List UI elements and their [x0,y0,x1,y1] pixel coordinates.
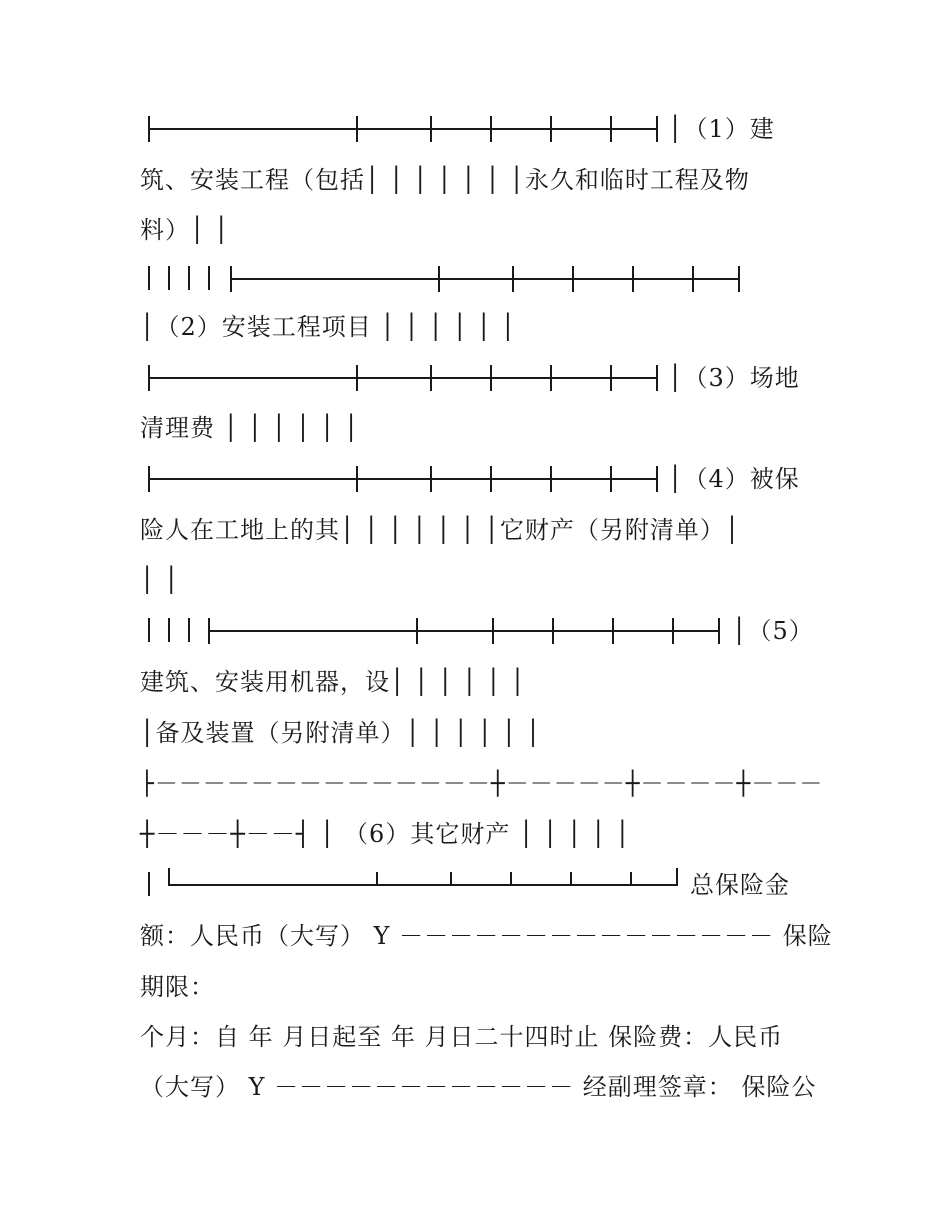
form-line-9: │ │ [140,566,180,594]
form-line-12: │备及装置（另附清单）│ │ │ │ │ │ [140,719,542,747]
table-rule-row-1 [148,116,658,142]
form-line-7: │（4）被保 [668,465,800,493]
form-line-1: │（1）建 [668,115,775,143]
form-line-11: 建筑、安装用机器，设│ │ │ │ │ │ [140,668,526,696]
table-bottom-rule [168,868,680,888]
form-line-5: │（3）场地 [668,364,800,392]
form-line-15: 总保险金 [690,871,790,899]
form-line-18: 个月：自 年 月日起至 年 月日二十四时止 保险费：人民币 [140,1023,784,1051]
form-line-4: │（2）安装工程项目 │ │ │ │ │ │ [140,313,517,341]
form-line-16: 额：人民币（大写） Y －－－－－－－－－－－－－－－ 保险 [140,922,833,950]
form-line-10: │（5） [732,617,814,645]
table-pipes-row-4 [148,266,228,292]
form-line-8: 险人在工地上的其│ │ │ │ │ │ │它财产（另附清单）│ [140,516,741,544]
form-line-17: 期限： [140,973,215,1001]
form-line-2: 筑、安装工程（包括│ │ │ │ │ │ │永久和临时工程及物 [140,166,750,194]
form-line-6: 清理费 │ │ │ │ │ │ [140,414,360,442]
table-rule-row-8 [148,466,658,492]
table-rule-row-10 [208,618,720,644]
table-rule-row-6 [148,365,658,391]
table-pipes-row-15 [148,872,158,898]
form-line-19: （大写） Y －－－－－－－－－－－－ 经副理签章： 保险公 [140,1073,817,1101]
form-line-14: ┼－－－┼－－┤ │ （6）其它财产 │ │ │ │ │ [140,820,631,848]
table-pipes-row-10 [148,618,208,644]
form-line-3: 料）│ │ [140,216,230,244]
form-line-13: ├－－－－－－－－－－－－－－┼－－－－－┼－－－－┼－－－ [140,771,824,797]
table-rule-row-4 [230,266,740,292]
